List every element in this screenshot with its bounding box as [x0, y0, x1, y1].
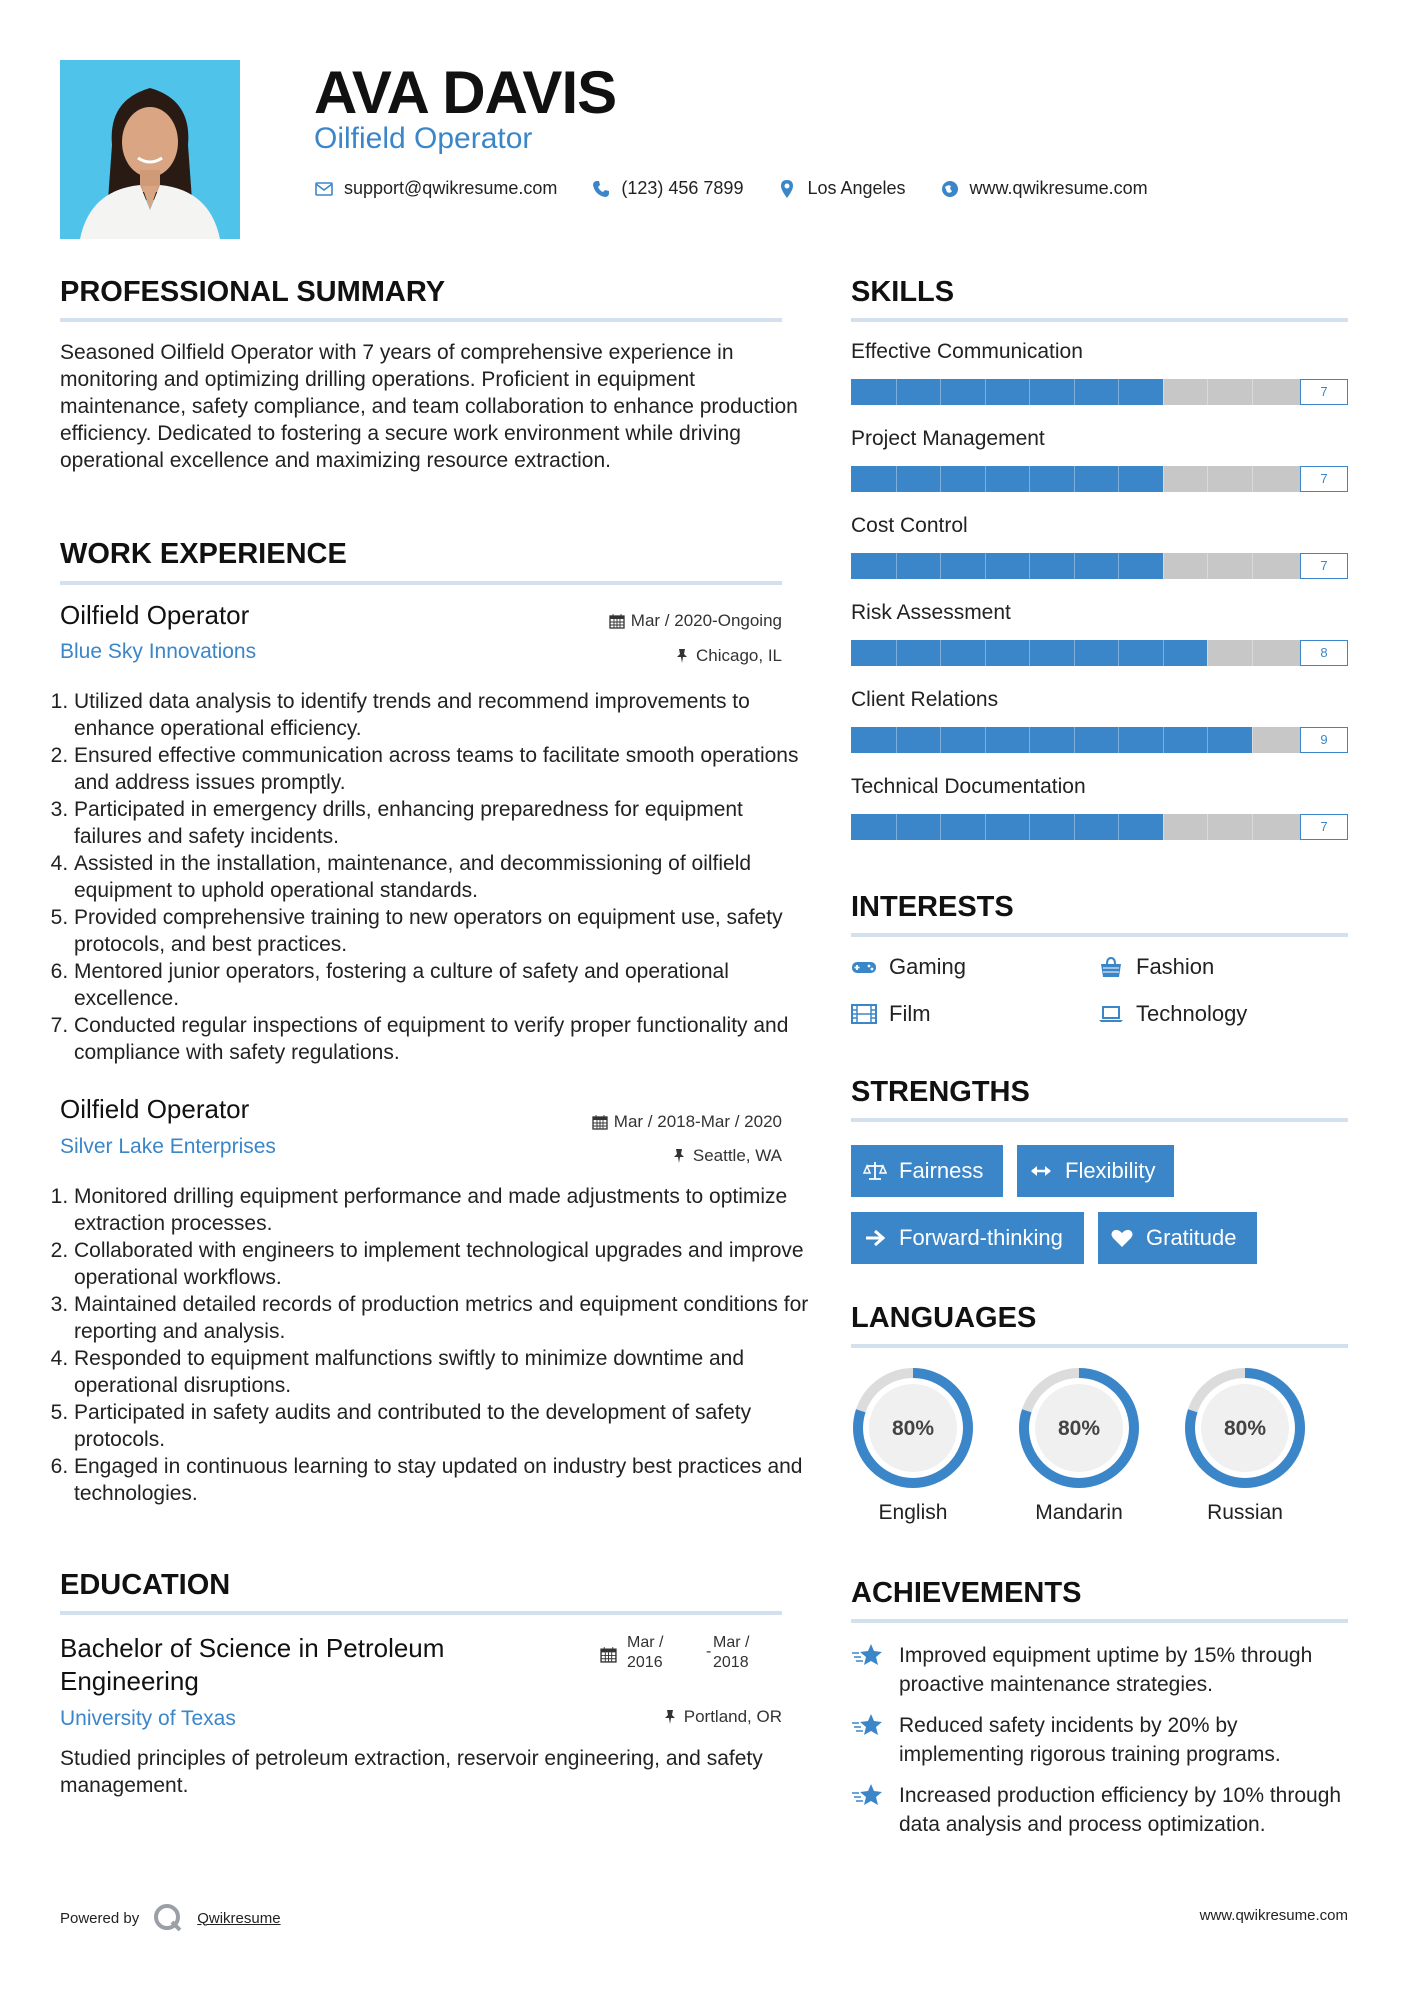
skill-row	[851, 601, 1348, 666]
skill-level-badge: 7	[1300, 466, 1348, 492]
skill-bar-tick	[940, 553, 941, 579]
list-item: 7. Conducted regular inspections of equipment to verify proper functionality and compliance with safety regulations.	[74, 1012, 814, 1066]
skill-bar-tick	[1029, 814, 1030, 840]
calendar-icon	[609, 613, 625, 629]
job-location: Seattle, WA	[480, 1146, 782, 1166]
summary-text: Seasoned Oilfield Operator with 7 years of comprehensive experience in monitoring and optimizing drilling operations. Proficient in equipment maintenance, safety compliance, and team collaboration to enhance production efficiency. Dedicated to fostering a secure work environment while driving operational excellence and maximizing resource extraction.	[60, 341, 798, 472]
education-end: Mar / 2018	[713, 1634, 750, 1671]
balance-scale-icon	[863, 1159, 887, 1183]
contact-email[interactable]: support@qwikresume.com	[344, 178, 558, 198]
list-item: 1. Monitored drilling equipment performance and made adjustments to optimize extraction processes.	[74, 1183, 814, 1237]
skill-bar-tick	[1074, 640, 1075, 666]
arrow-right-icon	[863, 1226, 887, 1250]
skill-bar	[851, 553, 1348, 579]
skill-bar-tick	[1029, 466, 1030, 492]
list-item: 1. Utilized data analysis to identify trends and recommend improvements to enhance operational efficiency.	[74, 688, 814, 742]
pin-icon	[674, 648, 690, 664]
list-item: 3. Maintained detailed records of production metrics and equipment conditions for reporting and analysis.	[74, 1291, 814, 1345]
globe-icon	[940, 179, 960, 199]
list-item: 5. Participated in safety audits and contributed to the development of safety protocols.	[74, 1399, 814, 1453]
interest-technology: Technology	[1098, 1001, 1247, 1027]
trophy-star-icon	[851, 1641, 885, 1671]
list-item: Improved equipment uptime by 15% through proactive maintenance strategies.	[851, 1641, 1348, 1699]
achievements-divider	[851, 1619, 1348, 1623]
skill-bar-tick	[1252, 553, 1253, 579]
strengths-divider	[851, 1118, 1348, 1122]
skill-level-badge: 7	[1300, 379, 1348, 405]
skill-bar-fill	[851, 466, 1163, 492]
language-percent: 80%	[891, 1417, 935, 1440]
candidate-title: Oilfield Operator	[314, 122, 533, 155]
job-location: Chicago, IL	[480, 646, 782, 666]
skill-bar-tick	[1207, 640, 1208, 666]
skill-bar-tick	[896, 727, 897, 753]
skill-bar-tick	[940, 466, 941, 492]
skill-bar-tick	[985, 553, 986, 579]
skill-bar-tick	[896, 379, 897, 405]
list-item: 6. Mentored junior operators, fostering a culture of safety and operational excellence.	[74, 958, 814, 1012]
skill-bar-tick	[1118, 379, 1119, 405]
map-marker-icon	[777, 179, 797, 199]
footer-url[interactable]: www.qwikresume.com	[1199, 1907, 1348, 1924]
skill-bar-tick	[1118, 727, 1119, 753]
skill-bar-tick	[896, 466, 897, 492]
contact-phone[interactable]: (123) 456 7899	[621, 178, 744, 198]
education-heading: EDUCATION	[60, 1569, 231, 1601]
powered-by-label: Powered by	[60, 1909, 140, 1927]
job-date: Mar / 2020-Ongoing	[480, 611, 782, 631]
strength-badge: Fairness	[851, 1145, 1003, 1197]
list-item: 2. Collaborated with engineers to implement technological upgrades and improve operational workflows.	[74, 1237, 814, 1291]
footer-powered	[60, 1903, 281, 1933]
skill-bar-tick	[985, 814, 986, 840]
skill-bar-tick	[985, 379, 986, 405]
calendar-icon	[592, 1114, 608, 1130]
list-item: 5. Provided comprehensive training to new operators on equipment use, safety protocols, and best practices.	[74, 904, 814, 958]
envelope-icon	[314, 179, 334, 199]
education-start: Mar / 2016	[627, 1634, 664, 1671]
list-item: 3. Participated in emergency drills, enhancing preparedness for equipment failures and safety incidents.	[74, 796, 814, 850]
skill-bar-tick	[1207, 553, 1208, 579]
school-name: University of Texas	[60, 1707, 236, 1730]
strength-badge: Flexibility	[1017, 1145, 1174, 1197]
language-ring	[1183, 1366, 1307, 1490]
skill-bar-tick	[1074, 379, 1075, 405]
skill-row	[851, 775, 1348, 840]
strength-badge: Gratitude	[1098, 1212, 1257, 1264]
candidate-name: AVA DAVIS	[314, 59, 617, 126]
skill-name: Technical Documentation	[851, 775, 1086, 798]
skill-bar-tick	[1252, 727, 1253, 753]
skill-bar-tick	[940, 379, 941, 405]
interest-fashion: Fashion	[1098, 954, 1214, 980]
laptop-icon	[1098, 1003, 1124, 1025]
skill-bar-tick	[1074, 466, 1075, 492]
qwikresume-logo-icon	[153, 1903, 183, 1933]
skill-bar-tick	[940, 814, 941, 840]
skill-bar-fill	[851, 814, 1163, 840]
list-item: 6. Engaged in continuous learning to stay updated on industry best practices and technologies.	[74, 1453, 814, 1507]
skills-divider	[851, 318, 1348, 322]
pin-icon	[662, 1709, 678, 1725]
skill-bar	[851, 814, 1348, 840]
skill-bar-tick	[1118, 814, 1119, 840]
skill-bar-tick	[1074, 553, 1075, 579]
skills-heading: SKILLS	[851, 276, 955, 308]
arrows-horizontal-icon	[1029, 1159, 1053, 1183]
gamepad-icon	[851, 956, 877, 978]
education-location: Portland, OR	[480, 1707, 782, 1727]
job-company: Blue Sky Innovations	[60, 640, 257, 663]
list-item: Reduced safety incidents by 20% by implementing rigorous training programs.	[851, 1711, 1348, 1769]
film-icon	[851, 1003, 877, 1025]
skill-bar-tick	[1029, 727, 1030, 753]
contact-website[interactable]: www.qwikresume.com	[969, 178, 1148, 198]
pin-icon	[671, 1148, 687, 1164]
degree-title: Bachelor of Science in Petroleum Engineering	[60, 1633, 445, 1696]
phone-icon	[591, 179, 611, 199]
list-item: 4. Responded to equipment malfunctions swiftly to minimize downtime and operational disruptions.	[74, 1345, 814, 1399]
skill-bar-tick	[985, 640, 986, 666]
skill-bar	[851, 466, 1348, 492]
skill-bar-tick	[1207, 466, 1208, 492]
achievements-heading: ACHIEVEMENTS	[851, 1577, 1082, 1609]
profile-photo	[60, 60, 240, 239]
skill-bar	[851, 640, 1348, 666]
skill-level-badge: 9	[1300, 727, 1348, 753]
skill-bar-tick	[896, 814, 897, 840]
skill-bar-tick	[940, 727, 941, 753]
interest-film: Film	[851, 1001, 931, 1027]
skill-bar-tick	[1207, 814, 1208, 840]
skill-row	[851, 688, 1348, 753]
list-item: 2. Ensured effective communication across teams to facilitate smooth operations and address issues promptly.	[74, 742, 814, 796]
skill-name: Risk Assessment	[851, 601, 1011, 624]
skill-bar-tick	[1163, 640, 1164, 666]
strengths-heading: STRENGTHS	[851, 1076, 1030, 1108]
language-ring	[1017, 1366, 1141, 1490]
language-name: English	[878, 1501, 948, 1524]
skill-bar-fill	[851, 379, 1163, 405]
summary-divider	[60, 318, 782, 322]
skill-bar	[851, 727, 1348, 753]
skill-row	[851, 340, 1348, 405]
skill-bar-tick	[1118, 466, 1119, 492]
language-percent: 80%	[1057, 1417, 1101, 1440]
trophy-star-icon	[851, 1711, 885, 1741]
job-duties	[56, 1183, 814, 1507]
list-item: 4. Assisted in the installation, maintenance, and decommissioning of oilfield equipment to uphold operational standards.	[74, 850, 814, 904]
skill-level-badge: 7	[1300, 553, 1348, 579]
qwikresume-link[interactable]: Qwikresume	[197, 1909, 281, 1927]
skill-bar-fill	[851, 553, 1163, 579]
skill-bar-tick	[1163, 727, 1164, 753]
skill-bar-tick	[1163, 814, 1164, 840]
education-description: Studied principles of petroleum extraction, reservoir engineering, and safety management.	[60, 1747, 763, 1797]
calendar-icon	[600, 1646, 617, 1663]
list-item: Increased production efficiency by 10% through data analysis and process optimization.	[851, 1781, 1348, 1839]
interests-divider	[851, 933, 1348, 937]
skill-name: Project Management	[851, 427, 1045, 450]
skill-name: Client Relations	[851, 688, 999, 711]
skill-bar-tick	[896, 640, 897, 666]
skill-name: Effective Communication	[851, 340, 1083, 363]
language-percent: 80%	[1223, 1417, 1267, 1440]
education-divider	[60, 1611, 782, 1615]
skill-bar-fill	[851, 727, 1252, 753]
skill-bar-tick	[1163, 379, 1164, 405]
contact-location: Los Angeles	[807, 178, 906, 198]
skill-bar-tick	[985, 727, 986, 753]
skill-bar-tick	[1074, 727, 1075, 753]
languages-heading: LANGUAGES	[851, 1302, 1037, 1334]
skill-bar-tick	[1029, 379, 1030, 405]
heart-icon	[1110, 1226, 1134, 1250]
job-company: Silver Lake Enterprises	[60, 1135, 276, 1158]
skill-bar-tick	[896, 553, 897, 579]
skill-bar-tick	[1118, 553, 1119, 579]
job-title: Oilfield Operator	[60, 600, 250, 630]
skill-bar-tick	[1252, 466, 1253, 492]
language-ring	[851, 1366, 975, 1490]
skill-level-badge: 7	[1300, 814, 1348, 840]
skill-bar-tick	[1252, 640, 1253, 666]
skill-bar-tick	[1118, 640, 1119, 666]
skill-bar-tick	[1074, 814, 1075, 840]
interest-gaming: Gaming	[851, 954, 966, 980]
skill-bar-tick	[1029, 640, 1030, 666]
skill-bar-tick	[1029, 553, 1030, 579]
skill-bar	[851, 379, 1348, 405]
trophy-star-icon	[851, 1781, 885, 1811]
summary-heading: PROFESSIONAL SUMMARY	[60, 276, 446, 308]
skill-bar-tick	[985, 466, 986, 492]
skill-bar-tick	[1252, 379, 1253, 405]
experience-divider	[60, 581, 782, 585]
skill-bar-tick	[1163, 553, 1164, 579]
skill-level-badge: 8	[1300, 640, 1348, 666]
job-duties	[56, 688, 814, 1066]
skill-row	[851, 427, 1348, 492]
strength-badge: Forward-thinking	[851, 1212, 1084, 1264]
experience-heading: WORK EXPERIENCE	[60, 538, 347, 570]
skill-name: Cost Control	[851, 514, 968, 537]
skill-bar-tick	[1207, 727, 1208, 753]
job-date: Mar / 2018-Mar / 2020	[480, 1112, 782, 1132]
shopping-bag-icon	[1098, 956, 1124, 978]
skill-bar-tick	[1207, 379, 1208, 405]
interests-heading: INTERESTS	[851, 891, 1014, 923]
skill-bar-tick	[1163, 466, 1164, 492]
skill-row	[851, 514, 1348, 579]
skill-bar-tick	[940, 640, 941, 666]
skill-bar-tick	[1252, 814, 1253, 840]
languages-divider	[851, 1344, 1348, 1348]
job-title: Oilfield Operator	[60, 1094, 250, 1124]
language-name: Mandarin	[1035, 1501, 1123, 1524]
date-separator: -	[706, 1643, 712, 1660]
language-name: Russian	[1207, 1501, 1283, 1524]
contact-row	[314, 178, 1148, 199]
